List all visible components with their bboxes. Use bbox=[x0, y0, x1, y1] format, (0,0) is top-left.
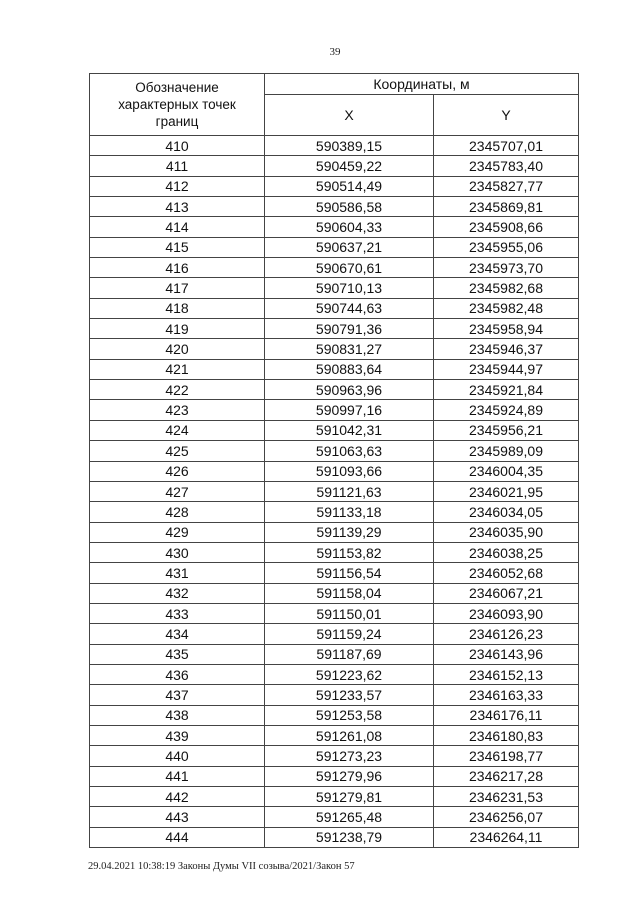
x-coordinate-cell: 591156,54 bbox=[265, 563, 434, 583]
point-cell: 444 bbox=[90, 827, 265, 847]
table-row bbox=[90, 725, 579, 745]
x-coordinate-cell: 591139,29 bbox=[265, 522, 434, 542]
header-label-line-1: Обозначение bbox=[135, 80, 219, 95]
x-coordinate-cell: 591233,57 bbox=[265, 685, 434, 705]
table-row bbox=[90, 156, 579, 176]
y-coordinate-cell: 2345924,89 bbox=[434, 400, 579, 420]
point-cell: 420 bbox=[90, 339, 265, 359]
page-number: 39 bbox=[329, 46, 341, 58]
x-coordinate-cell: 591261,08 bbox=[265, 725, 434, 745]
document-footer: 29.04.2021 10:38:19 Законы Думы VII созыва/2021/Закон 57 bbox=[88, 861, 355, 872]
y-coordinate-cell: 2346231,53 bbox=[434, 787, 579, 807]
header-coordinates: Координаты, м bbox=[265, 74, 579, 95]
y-coordinate-cell: 2345921,84 bbox=[434, 380, 579, 400]
table-row bbox=[90, 563, 579, 583]
y-coordinate-cell: 2345982,48 bbox=[434, 298, 579, 318]
x-coordinate-cell: 591133,18 bbox=[265, 502, 434, 522]
point-cell: 416 bbox=[90, 258, 265, 278]
x-coordinate-cell: 591150,01 bbox=[265, 603, 434, 623]
x-coordinate-cell: 590963,96 bbox=[265, 380, 434, 400]
x-coordinate-cell: 591273,23 bbox=[265, 746, 434, 766]
x-coordinate-cell: 591279,81 bbox=[265, 787, 434, 807]
x-coordinate-cell: 590997,16 bbox=[265, 400, 434, 420]
table-row bbox=[90, 441, 579, 461]
table-row bbox=[90, 583, 579, 603]
point-cell: 422 bbox=[90, 380, 265, 400]
point-cell: 439 bbox=[90, 725, 265, 745]
table-row bbox=[90, 461, 579, 481]
table-body bbox=[90, 136, 579, 848]
point-cell: 443 bbox=[90, 807, 265, 827]
y-coordinate-cell: 2345956,21 bbox=[434, 420, 579, 440]
table-row bbox=[90, 339, 579, 359]
x-coordinate-cell: 591159,24 bbox=[265, 624, 434, 644]
y-coordinate-cell: 2346143,96 bbox=[434, 644, 579, 664]
x-coordinate-cell: 590514,49 bbox=[265, 176, 434, 196]
point-cell: 442 bbox=[90, 787, 265, 807]
table-row bbox=[90, 807, 579, 827]
y-coordinate-cell: 2345958,94 bbox=[434, 319, 579, 339]
header-label-line-3: границ bbox=[155, 114, 199, 129]
table-row bbox=[90, 603, 579, 623]
x-coordinate-cell: 590604,33 bbox=[265, 217, 434, 237]
table-header bbox=[90, 74, 579, 136]
y-coordinate-cell: 2346163,33 bbox=[434, 685, 579, 705]
x-coordinate-cell: 590637,21 bbox=[265, 237, 434, 257]
y-coordinate-cell: 2346021,95 bbox=[434, 481, 579, 501]
table-row bbox=[90, 400, 579, 420]
y-coordinate-cell: 2346004,35 bbox=[434, 461, 579, 481]
point-cell: 432 bbox=[90, 583, 265, 603]
y-coordinate-cell: 2345946,37 bbox=[434, 339, 579, 359]
y-coordinate-cell: 2346217,28 bbox=[434, 766, 579, 786]
header-x: X bbox=[265, 95, 434, 136]
point-cell: 441 bbox=[90, 766, 265, 786]
point-cell: 426 bbox=[90, 461, 265, 481]
x-coordinate-cell: 590586,58 bbox=[265, 197, 434, 217]
table-row bbox=[90, 664, 579, 684]
point-cell: 437 bbox=[90, 685, 265, 705]
x-coordinate-cell: 590744,63 bbox=[265, 298, 434, 318]
table-row bbox=[90, 258, 579, 278]
y-coordinate-cell: 2346198,77 bbox=[434, 746, 579, 766]
point-cell: 429 bbox=[90, 522, 265, 542]
y-coordinate-cell: 2345827,77 bbox=[434, 176, 579, 196]
point-cell: 440 bbox=[90, 746, 265, 766]
table-row bbox=[90, 685, 579, 705]
x-coordinate-cell: 590831,27 bbox=[265, 339, 434, 359]
point-cell: 421 bbox=[90, 359, 265, 379]
y-coordinate-cell: 2345973,70 bbox=[434, 258, 579, 278]
x-coordinate-cell: 591153,82 bbox=[265, 542, 434, 562]
y-coordinate-cell: 2345908,66 bbox=[434, 217, 579, 237]
x-coordinate-cell: 591223,62 bbox=[265, 664, 434, 684]
table-row bbox=[90, 766, 579, 786]
point-cell: 431 bbox=[90, 563, 265, 583]
y-coordinate-cell: 2346035,90 bbox=[434, 522, 579, 542]
table-row bbox=[90, 420, 579, 440]
y-coordinate-cell: 2346093,90 bbox=[434, 603, 579, 623]
y-coordinate-cell: 2345955,06 bbox=[434, 237, 579, 257]
table-row bbox=[90, 787, 579, 807]
point-cell: 435 bbox=[90, 644, 265, 664]
x-coordinate-cell: 591265,48 bbox=[265, 807, 434, 827]
header-label-line-2: характерных точек bbox=[118, 97, 236, 112]
y-coordinate-cell: 2346264,11 bbox=[434, 827, 579, 847]
table-row bbox=[90, 746, 579, 766]
point-cell: 417 bbox=[90, 278, 265, 298]
point-cell: 411 bbox=[90, 156, 265, 176]
point-cell: 436 bbox=[90, 664, 265, 684]
x-coordinate-cell: 590670,61 bbox=[265, 258, 434, 278]
point-cell: 434 bbox=[90, 624, 265, 644]
x-coordinate-cell: 590791,36 bbox=[265, 319, 434, 339]
table-row bbox=[90, 359, 579, 379]
point-cell: 424 bbox=[90, 420, 265, 440]
y-coordinate-cell: 2345783,40 bbox=[434, 156, 579, 176]
x-coordinate-cell: 590389,15 bbox=[265, 136, 434, 156]
point-cell: 430 bbox=[90, 542, 265, 562]
y-coordinate-cell: 2346256,07 bbox=[434, 807, 579, 827]
point-cell: 428 bbox=[90, 502, 265, 522]
table-row bbox=[90, 176, 579, 196]
y-coordinate-cell: 2346034,05 bbox=[434, 502, 579, 522]
table-row bbox=[90, 217, 579, 237]
point-cell: 415 bbox=[90, 237, 265, 257]
y-coordinate-cell: 2346067,21 bbox=[434, 583, 579, 603]
table-row bbox=[90, 705, 579, 725]
table-row bbox=[90, 319, 579, 339]
table-row bbox=[90, 237, 579, 257]
point-cell: 418 bbox=[90, 298, 265, 318]
y-coordinate-cell: 2345982,68 bbox=[434, 278, 579, 298]
coordinates-table bbox=[89, 73, 579, 848]
table-row bbox=[90, 502, 579, 522]
table-row bbox=[90, 380, 579, 400]
table-row bbox=[90, 298, 579, 318]
table-row bbox=[90, 481, 579, 501]
x-coordinate-cell: 591279,96 bbox=[265, 766, 434, 786]
y-coordinate-cell: 2346126,23 bbox=[434, 624, 579, 644]
x-coordinate-cell: 591253,58 bbox=[265, 705, 434, 725]
x-coordinate-cell: 591042,31 bbox=[265, 420, 434, 440]
x-coordinate-cell: 591121,63 bbox=[265, 481, 434, 501]
x-coordinate-cell: 591187,69 bbox=[265, 644, 434, 664]
y-coordinate-cell: 2345707,01 bbox=[434, 136, 579, 156]
y-coordinate-cell: 2346180,83 bbox=[434, 725, 579, 745]
y-coordinate-cell: 2346038,25 bbox=[434, 542, 579, 562]
y-coordinate-cell: 2346052,68 bbox=[434, 563, 579, 583]
y-coordinate-cell: 2346176,11 bbox=[434, 705, 579, 725]
point-cell: 433 bbox=[90, 603, 265, 623]
x-coordinate-cell: 591238,79 bbox=[265, 827, 434, 847]
table-row bbox=[90, 197, 579, 217]
table-row bbox=[90, 278, 579, 298]
y-coordinate-cell: 2345989,09 bbox=[434, 441, 579, 461]
x-coordinate-cell: 591093,66 bbox=[265, 461, 434, 481]
x-coordinate-cell: 590883,64 bbox=[265, 359, 434, 379]
table-row bbox=[90, 624, 579, 644]
table-row bbox=[90, 644, 579, 664]
point-cell: 419 bbox=[90, 319, 265, 339]
point-cell: 414 bbox=[90, 217, 265, 237]
point-cell: 425 bbox=[90, 441, 265, 461]
x-coordinate-cell: 591158,04 bbox=[265, 583, 434, 603]
table-row bbox=[90, 136, 579, 156]
table-row bbox=[90, 542, 579, 562]
y-coordinate-cell: 2345944,97 bbox=[434, 359, 579, 379]
header-y: Y bbox=[434, 95, 579, 136]
point-cell: 413 bbox=[90, 197, 265, 217]
y-coordinate-cell: 2345869,81 bbox=[434, 197, 579, 217]
point-cell: 410 bbox=[90, 136, 265, 156]
table-row bbox=[90, 522, 579, 542]
point-cell: 427 bbox=[90, 481, 265, 501]
table-row bbox=[90, 827, 579, 847]
point-cell: 423 bbox=[90, 400, 265, 420]
header-point-designation bbox=[90, 74, 265, 136]
x-coordinate-cell: 590459,22 bbox=[265, 156, 434, 176]
point-cell: 412 bbox=[90, 176, 265, 196]
point-cell: 438 bbox=[90, 705, 265, 725]
x-coordinate-cell: 591063,63 bbox=[265, 441, 434, 461]
x-coordinate-cell: 590710,13 bbox=[265, 278, 434, 298]
y-coordinate-cell: 2346152,13 bbox=[434, 664, 579, 684]
